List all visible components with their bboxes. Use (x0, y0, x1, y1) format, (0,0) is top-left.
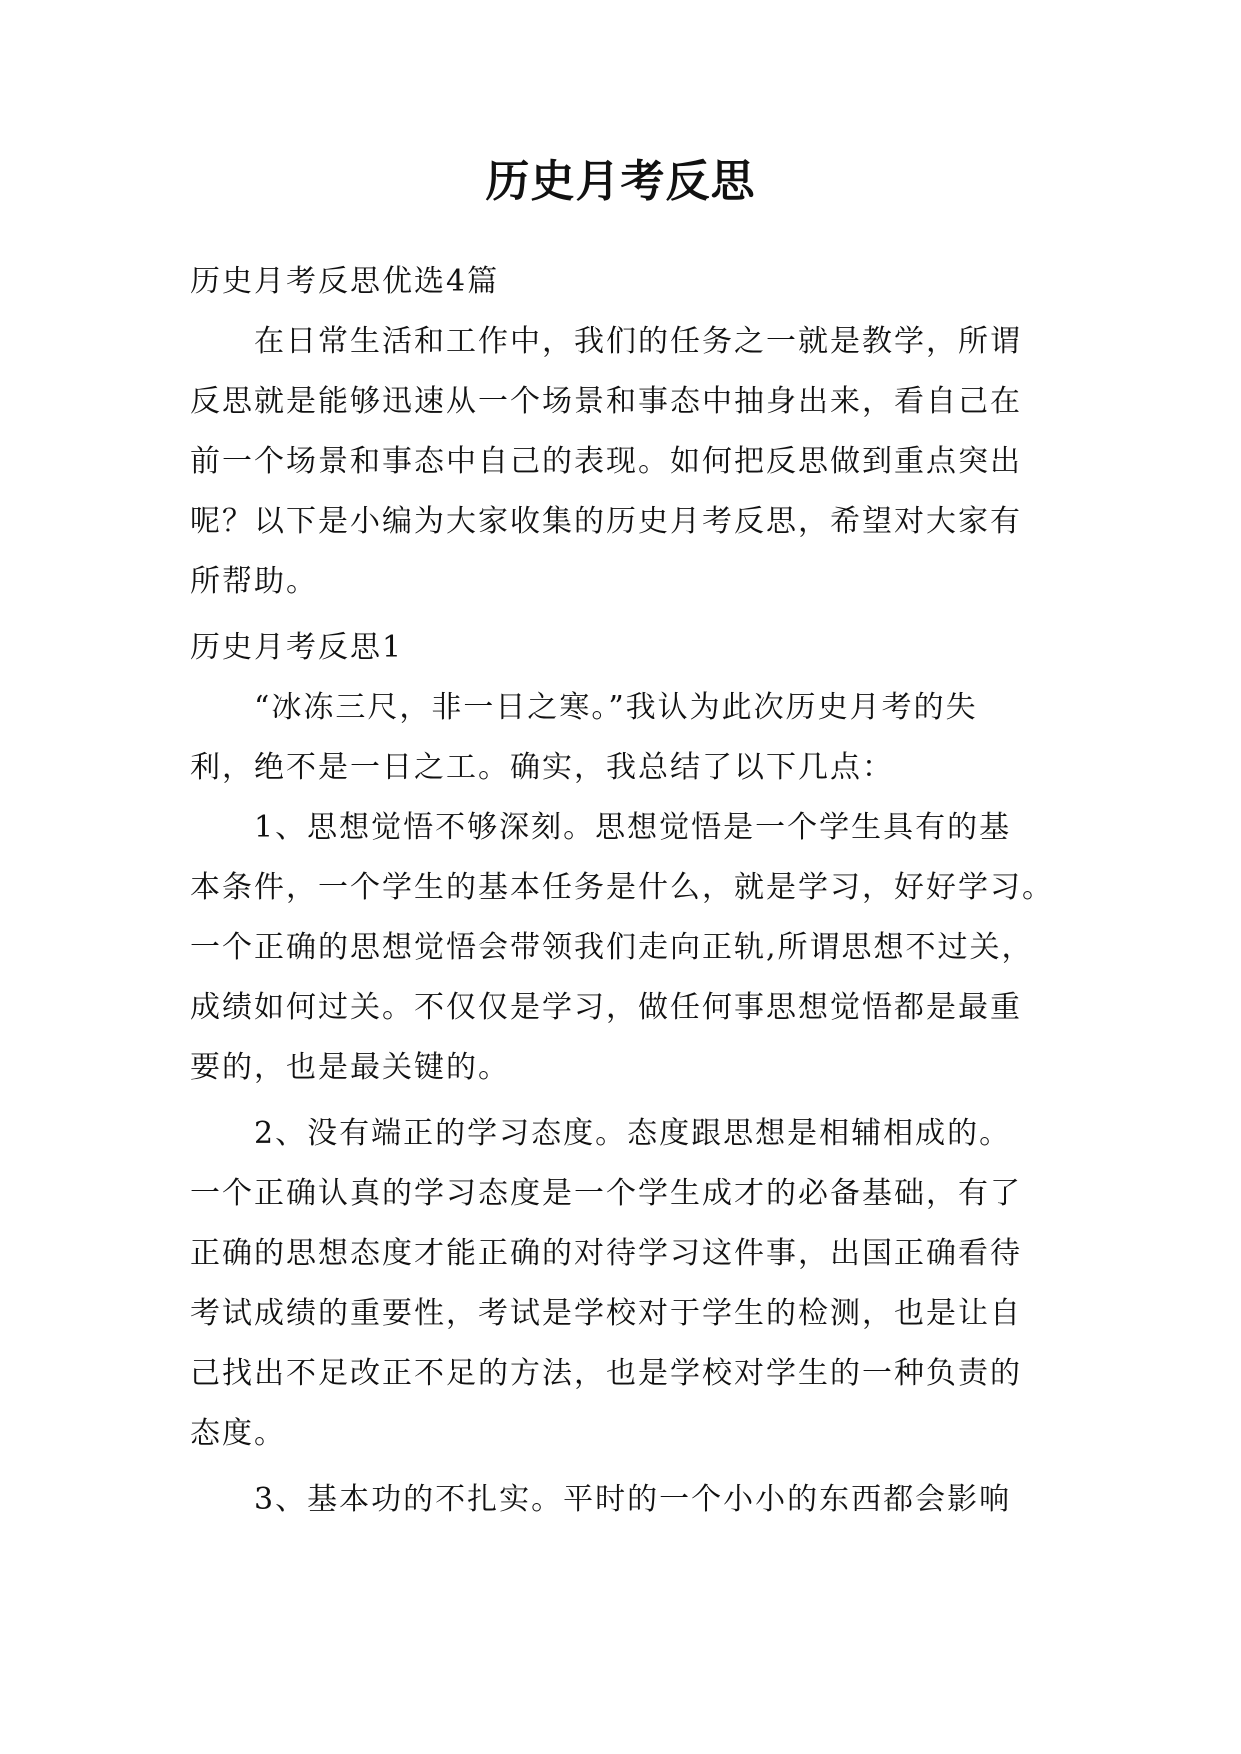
paragraph-line: 成绩如何过关。不仅仅是学习，做任何事思想觉悟都是最重 (190, 990, 1022, 1025)
paragraph-4 (190, 1470, 1060, 1530)
paragraph-line: “冰冻三尺，非一日之寒。”我认为此次历史月考的失 (254, 690, 978, 725)
paragraph-2 (190, 798, 1060, 1098)
document-title: 历史月考反思 (485, 156, 756, 207)
paragraph-line: 考试成绩的重要性，考试是学校对于学生的检测，也是让自 (190, 1296, 1022, 1331)
paragraph-line: 一个正确认真的学习态度是一个学生成才的必备基础，有了 (190, 1176, 1022, 1211)
paragraph-line: 在日常生活和工作中，我们的任务之一就是教学，所谓 (254, 324, 1022, 359)
paragraph-line: 一个正确的思想觉悟会带领我们走向正轨,所谓思想不过关， (190, 930, 1034, 965)
paragraph-line: 态度。 (190, 1416, 286, 1451)
paragraph-line: 呢？以下是小编为大家收集的历史月考反思，希望对大家有 (190, 504, 1022, 539)
paragraph-line: 1、思想觉悟不够深刻。思想觉悟是一个学生具有的基 (254, 810, 1012, 845)
subtitle-text: 历史月考反思优选4篇 (190, 264, 500, 299)
paragraph-line: 己找出不足改正不足的方法，也是学校对学生的一种负责的 (190, 1356, 1022, 1391)
subtitle (190, 252, 1060, 312)
paragraph-line: 利，绝不是一日之工。确实，我总结了以下几点： (190, 750, 894, 785)
paragraph-line: 要的，也是最关键的。 (190, 1050, 510, 1085)
paragraph-line: 本条件，一个学生的基本任务是什么，就是学习，好好学习。 (190, 870, 1054, 905)
paragraph-line: 反思就是能够迅速从一个场景和事态中抽身出来，看自己在 (190, 384, 1022, 419)
paragraph-line: 3、基本功的不扎实。平时的一个小小的东西都会影响 (254, 1482, 1012, 1517)
section-heading-text: 历史月考反思1 (190, 630, 404, 665)
paragraph-3 (190, 1104, 1060, 1464)
paragraph-line: 2、没有端正的学习态度。态度跟思想是相辅相成的。 (254, 1116, 1012, 1151)
paragraph-line: 前一个场景和事态中自己的表现。如何把反思做到重点突出 (190, 444, 1022, 479)
paragraph-line: 所帮助。 (190, 564, 318, 599)
paragraph-line: 正确的思想态度才能正确的对待学习这件事，出国正确看待 (190, 1236, 1022, 1271)
section-heading (190, 618, 1060, 678)
intro-paragraph (190, 312, 1060, 612)
paragraph-1 (190, 678, 1060, 798)
